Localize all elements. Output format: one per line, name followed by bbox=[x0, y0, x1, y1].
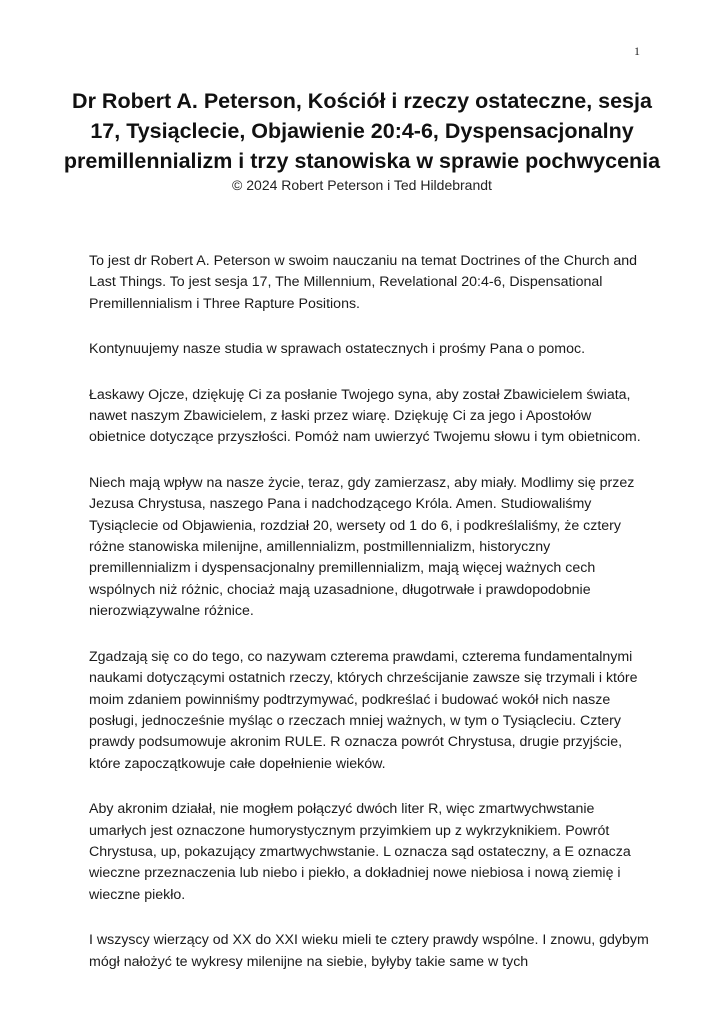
paragraph-millennium-views: Niech mają wpływ na nasze życie, teraz, gdy zamierzasz, aby miały. Modlimy się przez Jezusa Chrystusa, naszego Pana i nadchodzącego Króla. Amen. Studiowaliśmy Tysiąclecie od Objawienia, rozdział 20, wersety od 1 do 6, i podkreślaliśmy, że cztery różne stanowiska milenijne, amillennializm, postmillennializm, historyczny premillennializm i dyspensacjonalny premillennializm, mają więcej ważnych cech wspólnych niż różnic, chociaż mają uzasadnione, długotrwałe i prawdopodobnie nierozwiązywalne różnice. bbox=[89, 474, 635, 620]
paragraph-continue: Kontynuujemy nasze studia w sprawach ostatecznych i prośmy Pana o pomoc. bbox=[89, 341, 586, 358]
paragraph-four-truths: Zgadzają się co do tego, co nazywam czterema prawdami, czterema fundamentalnymi naukami dotyczącymi ostatnich rzeczy, których chrześcijanie zawsze się trzymali i które moim zdaniem powinniśmy podtrzymywać, podkreślać i budować wokół nich nasze posługi, jednocześnie myśląc o rzeczach mniej ważnych, w tym o Tysiącleciu. Cztery prawdy podsumowuje akronim RULE. R oznacza powrót Chrystusa, drugie przyjście, które zapoczątkowuje całe dopełnienie wieków. bbox=[89, 648, 638, 772]
copyright-line: © 2024 Robert Peterson i Ted Hildebrandt bbox=[232, 177, 492, 193]
paragraph-prayer: Łaskawy Ojcze, dziękuję Ci za posłanie Twojego syna, aby został Zbawicielem świata, nawet naszym Zbawicielem, z łaski przez wiarę. Dziękuję Ci za jego i Apostołów obietnice dotyczące przyszłości. Pomóż nam uwierzyć Twojemu słowu i tym obietnicom. bbox=[89, 386, 641, 446]
document-title: Dr Robert A. Peterson, Kościół i rzeczy ostateczne, sesja 17, Tysiąclecie, Objawienie 20:4-6, Dyspensacjonalny premillennializm i trzy stanowiska w sprawie pochwycenia bbox=[63, 89, 661, 173]
paragraph-intro: To jest dr Robert A. Peterson w swoim nauczaniu na temat Doctrines of the Church and Last Things. To jest sesja 17, The Millennium, Revelational 20:4-6, Dispensational Premillennialism i Three Rapture Positions. bbox=[89, 253, 638, 312]
document-body bbox=[89, 251, 649, 997]
document-header bbox=[60, 86, 664, 194]
paragraph-acronym: Aby akronim działał, nie mogłem połączyć dwóch liter R, więc zmartwychwstanie umarłych jest oznaczone humorystycznym przyimkiem up z wykrzyknikiem. Powrót Chrystusa, up, pokazujący zmartwychwstanie. L oznacza sąd ostateczny, a E oznacza wieczne przeznaczenia lub niebo i piekło, a dokładniej nowe niebiosa i nową ziemię i wieczne piekło. bbox=[89, 801, 631, 903]
page-number: 1 bbox=[634, 44, 640, 58]
paragraph-believers: I wszyscy wierzący od XX do XXI wieku mieli te cztery prawdy wspólne. I znowu, gdybym mógł nałożyć te wykresy milenijne na siebie, byłyby takie same w tych bbox=[89, 932, 649, 970]
